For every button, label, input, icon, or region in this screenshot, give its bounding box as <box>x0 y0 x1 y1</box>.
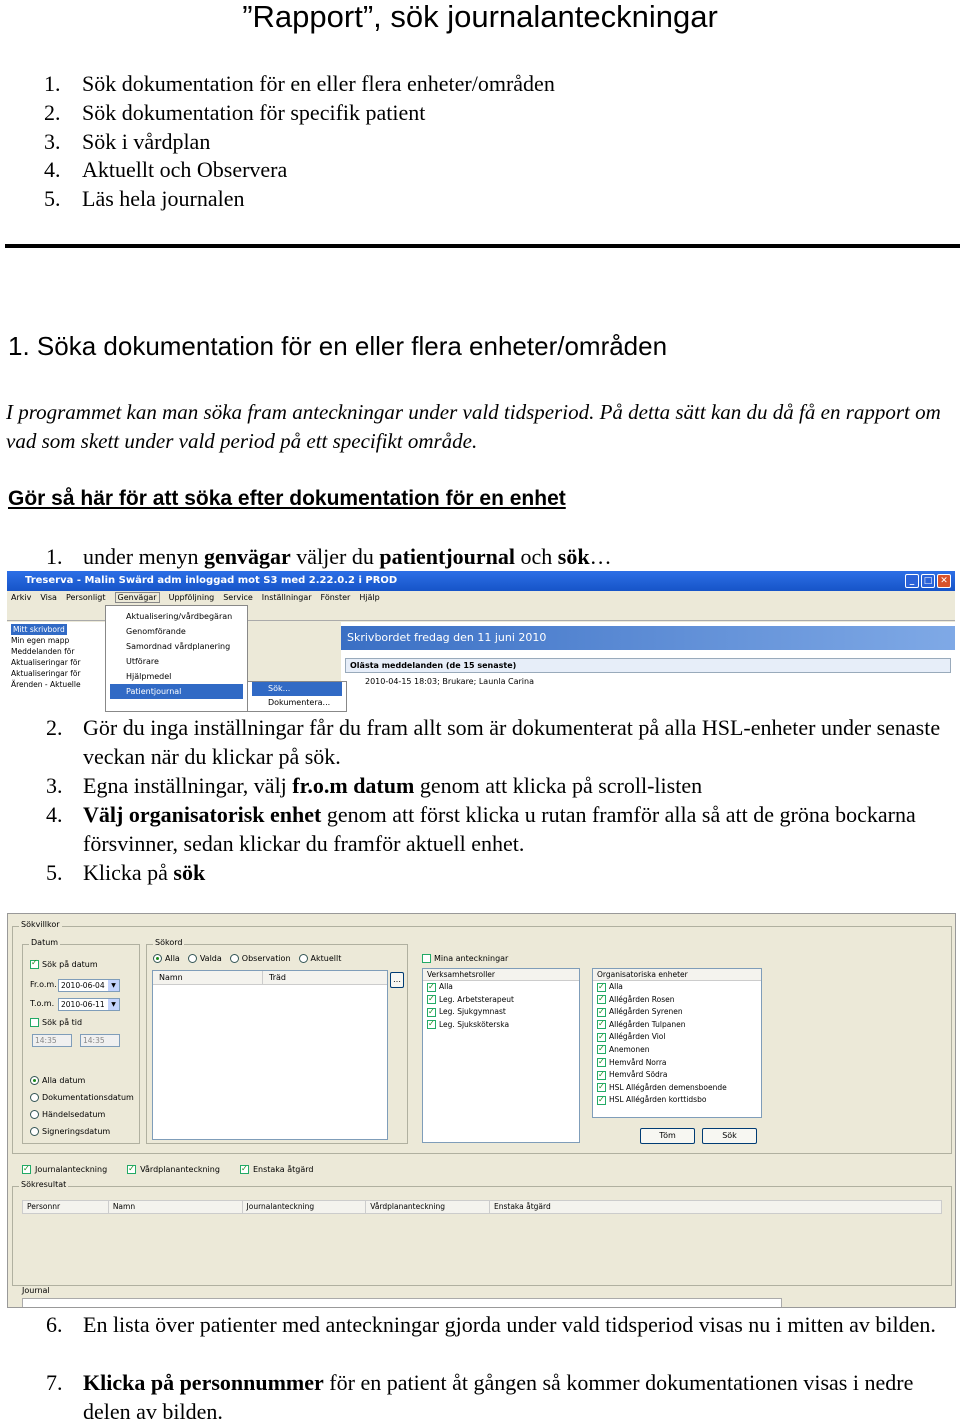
minimize-icon: _ <box>905 574 919 588</box>
section-heading: 1. Söka dokumentation för en eller flera enheter/områden <box>8 331 668 361</box>
toc-item: 5. Läs hela journalen <box>44 186 245 212</box>
sokord-group: Sökord <box>146 944 408 1144</box>
step-6: 6. En lista över patienter med anteckningar gjorda under vald tidsperiod visas nu i mitten av bilden. <box>46 1312 936 1337</box>
more-button[interactable]: … <box>390 972 404 988</box>
screenshot-search-form <box>7 913 956 1308</box>
subheading: Gör så här för att söka efter dokumentation för en enhet <box>8 487 566 510</box>
sokord-radios[interactable]: Alla Valda Observation Aktuellt <box>153 954 341 963</box>
maximize-icon: □ <box>921 574 935 588</box>
window-titlebar: Treserva - Malin Swärd adm inloggad mot S3 med 2.22.0.2 i PROD _ □ ✕ <box>7 571 955 591</box>
screenshot-menu <box>7 571 955 712</box>
patientjournal-submenu: Sök... Dokumentera... <box>247 681 347 712</box>
table-of-contents <box>44 70 555 214</box>
sok-button[interactable]: Sök <box>702 1128 757 1144</box>
tab-enstaka-atgard: ✓ Enstaka åtgärd <box>240 1164 314 1176</box>
sidebar: Mitt skrivbord Min egen mapp Meddelanden för Aktualiseringar för Aktualiseringar för Ärenden - Aktuelle <box>7 622 107 712</box>
journal-pane <box>22 1298 782 1308</box>
time-to-input[interactable]: 14:35 <box>80 1034 120 1047</box>
journal-label: Journal <box>22 1286 50 1295</box>
toc-item: 3. Sök i vårdplan <box>44 128 211 154</box>
verksamhetsroller-list[interactable]: Verksamhetsroller ✓Alla ✓Leg. Arbetsterapeut ✓Leg. Sjukgymnast ✓Leg. Sjuksköterska <box>422 968 580 1143</box>
horizontal-divider <box>5 244 960 248</box>
sok-pa-tid-checkbox[interactable]: Sök på tid <box>30 1018 82 1027</box>
step-5: 5. Klicka på sök <box>46 860 206 885</box>
datum-group: Datum <box>22 944 140 1144</box>
time-from-input[interactable]: 14:35 <box>32 1034 72 1047</box>
toc-item: 4. Aktuellt och Observera <box>44 157 288 183</box>
desktop-pane: Skrivbordet fredag den 11 juni 2010 Olästa meddelanden (de 15 senaste) 2010-04-15 18:03; Brukare; Launla Carina <box>341 622 955 712</box>
sokvillkor-group: Sökvillkor <box>12 926 952 1154</box>
page-title: ”Rapport”, sök journalanteckningar <box>242 0 718 34</box>
step-7: 7. Klicka på personnummer för en patient åt gången så kommer dokumentationen visas i nedre delen av bilden. <box>46 1370 914 1424</box>
genvagar-menu: Aktualisering/vårdbegäran Genomförande Samordnad vårdplanering Utförare Hjälpmedel Patientjournal <box>105 605 248 712</box>
sokresultat-group: Sökresultat <box>12 1186 952 1286</box>
step-4: 4. Välj organisatorisk enhet genom att först klicka u rutan framför alla så att de gröna bockarna försvinner, sedan klickar du framför aktuell enhet. <box>46 802 916 856</box>
to-label: T.o.m. <box>30 999 55 1008</box>
intro-paragraph: I programmet kan man söka fram anteckningar under vald tidsperiod. På detta sätt kan du då få en rapport om vad som skett under vald period på ett specifikt område. <box>6 400 941 453</box>
sokord-list[interactable]: Namn Träd <box>152 970 388 1140</box>
step-2: 2. Gör du inga inställningar får du fram allt som är dokumenterat på alla HSL-enheter under senaste veckan när du klickar på sök. <box>46 715 941 769</box>
step-1: 1. under menyn genvägar väljer du patientjournal och sök… <box>46 544 612 569</box>
date-type-radios[interactable]: Alla datum Dokumentationsdatum Händelsedatum Signeringsdatum <box>30 1072 134 1140</box>
toc-item: 1. Sök dokumentation för en eller flera enheter/områden <box>44 71 555 96</box>
org-enheter-list[interactable]: Organisatoriska enheter ✓Alla ✓Allégården Rosen ✓Allégården Syrenen ✓Allégården Tulpanen ✓Allégården Viol ✓Anemonen ✓Hemvård Norra ✓Hemvård Södra ✓HSL Allégården demensboende ✓HSL Allégården korttidsbo <box>592 968 762 1118</box>
chevron-down-icon: ▼ <box>108 980 119 991</box>
mina-anteckningar-checkbox[interactable]: Mina anteckningar <box>422 954 508 963</box>
menubar: Arkiv Visa Personligt Genvägar Uppföljning Service Inställningar Fönster Hjälp <box>11 593 380 602</box>
tom-button[interactable]: Töm <box>640 1128 695 1144</box>
step-3: 3. Egna inställningar, välj fr.o.m datum genom att klicka på scroll-listen <box>46 773 703 798</box>
tab-journalanteckning: ✓Journalanteckning <box>22 1164 107 1176</box>
sok-pa-datum-checkbox[interactable]: ✓Sök på datum <box>30 960 98 969</box>
to-date-input[interactable]: 2010-06-11 ▼ <box>58 998 120 1011</box>
close-icon: ✕ <box>937 574 951 588</box>
from-date-input[interactable]: 2010-06-04 ▼ <box>58 979 120 992</box>
chevron-down-icon: ▼ <box>108 999 119 1010</box>
toc-item: 2. Sök dokumentation för specifik patient <box>44 99 426 125</box>
tab-vardplananteckning: ✓ Vårdplananteckning <box>127 1164 220 1176</box>
result-tabs[interactable] <box>22 1164 313 1176</box>
from-label: Fr.o.m. <box>30 980 57 989</box>
result-header: Personnr Namn Journalanteckning Vårdplananteckning Enstaka åtgärd <box>22 1200 942 1214</box>
